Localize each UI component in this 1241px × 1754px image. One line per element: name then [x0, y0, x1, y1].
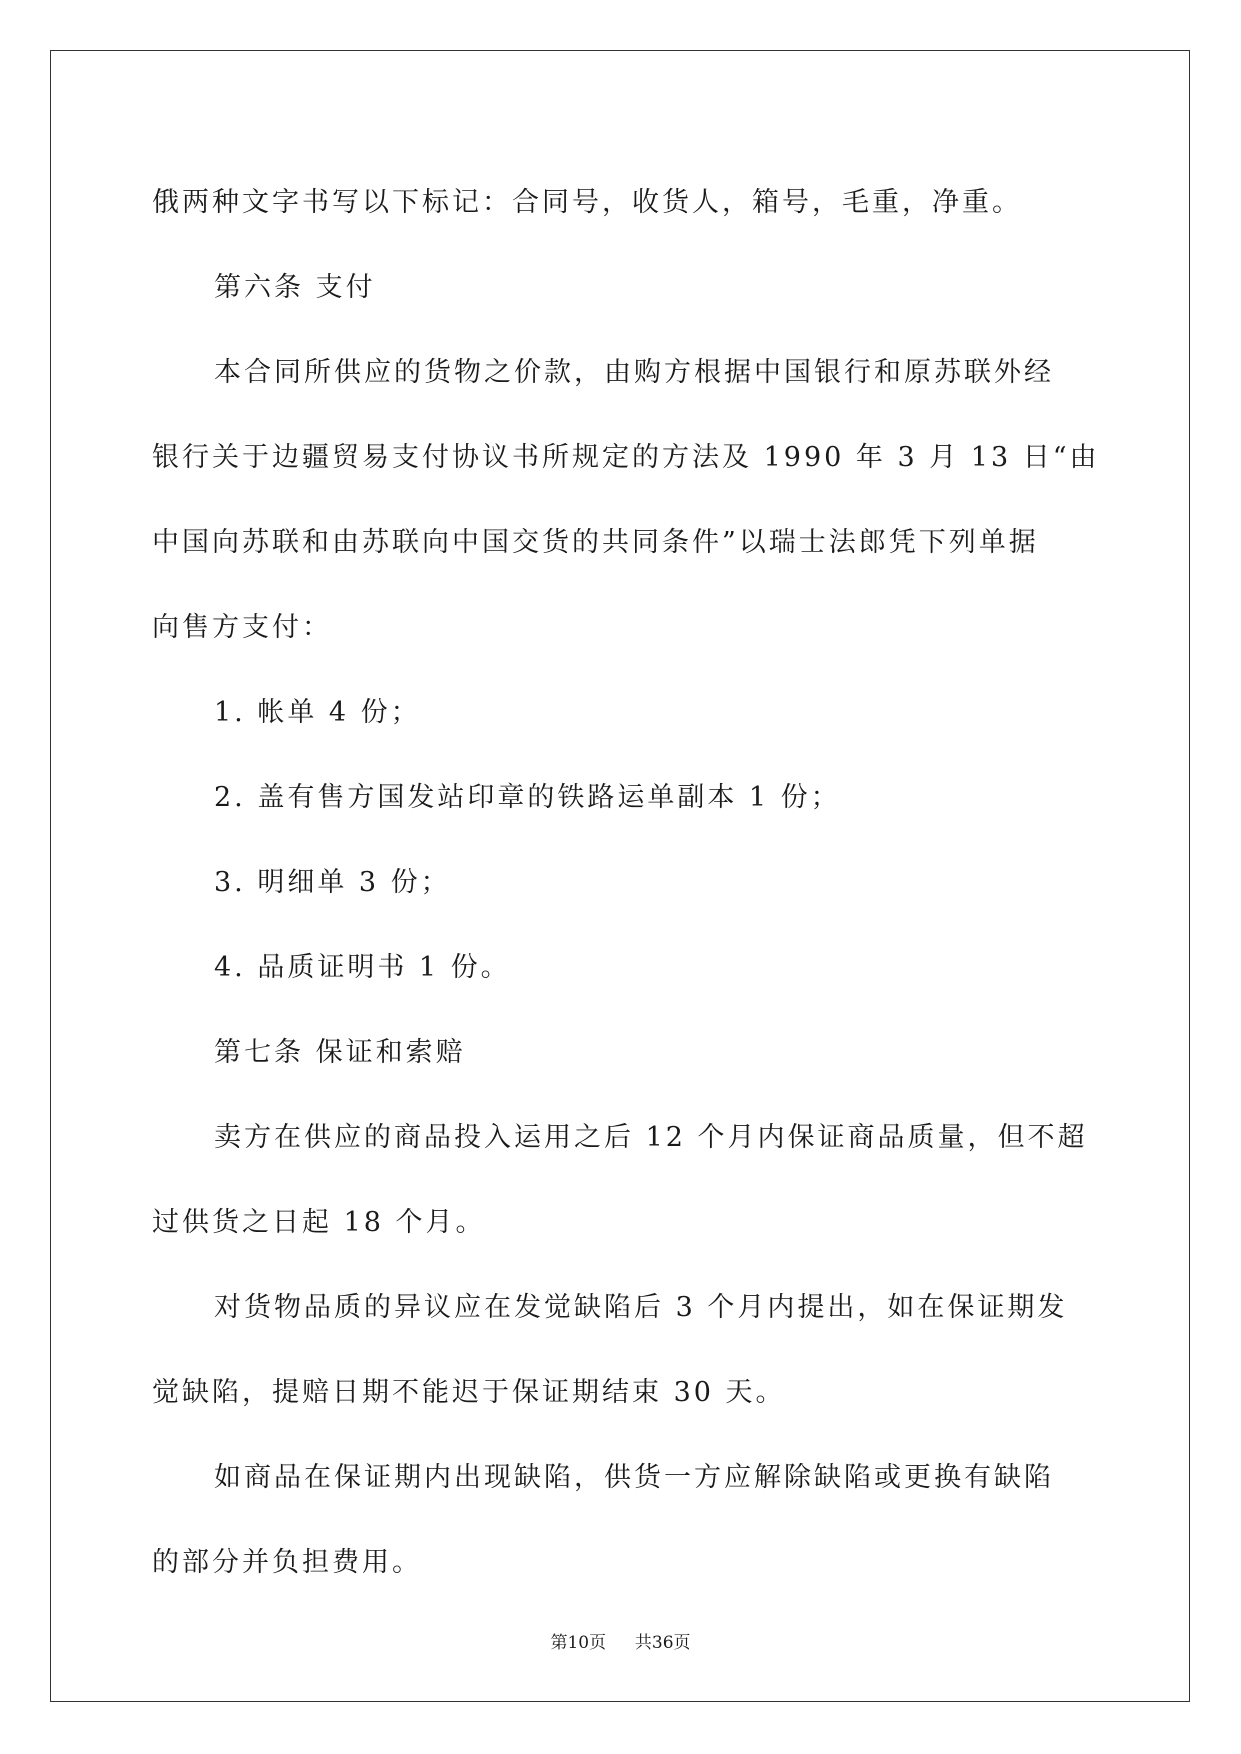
text-line: 如商品在保证期内出现缺陷，供货一方应解除缺陷或更换有缺陷 — [214, 1462, 1054, 1493]
list-item: 4. 品质证明书 1 份。 — [214, 952, 511, 983]
document-body — [152, 160, 1100, 1605]
page-total: 共36页 — [634, 1633, 691, 1653]
list-item: 3. 明细单 3 份； — [214, 867, 451, 898]
section-heading-payment: 第六条 支付 — [214, 272, 376, 303]
text-line: 过供货之日起 18 个月。 — [152, 1207, 486, 1238]
page-number: 第10页 — [550, 1633, 607, 1653]
section-heading-warranty: 第七条 保证和索赔 — [214, 1037, 466, 1068]
text-line: 向售方支付： — [152, 612, 332, 643]
text-line: 对货物品质的异议应在发觉缺陷后 3 个月内提出，如在保证期发 — [214, 1292, 1068, 1323]
text-line: 俄两种文字书写以下标记：合同号，收货人，箱号，毛重，净重。 — [152, 187, 1022, 218]
text-line: 觉缺陷，提赔日期不能迟于保证期结束 30 天。 — [152, 1377, 786, 1408]
text-line: 银行关于边疆贸易支付协议书所规定的方法及 1990 年 3 月 13 日“由 — [152, 442, 1100, 473]
text-line: 卖方在供应的商品投入运用之后 12 个月内保证商品质量，但不超 — [214, 1122, 1088, 1153]
list-item: 2. 盖有售方国发站印章的铁路运单副本 1 份； — [214, 782, 841, 813]
list-item: 1. 帐单 4 份； — [214, 697, 421, 728]
text-line: 的部分并负担费用。 — [152, 1547, 422, 1578]
text-line: 本合同所供应的货物之价款，由购方根据中国银行和原苏联外经 — [214, 357, 1054, 388]
text-line: 中国向苏联和由苏联向中国交货的共同条件”以瑞士法郎凭下列单据 — [152, 527, 1039, 558]
page-footer — [0, 1628, 1241, 1653]
